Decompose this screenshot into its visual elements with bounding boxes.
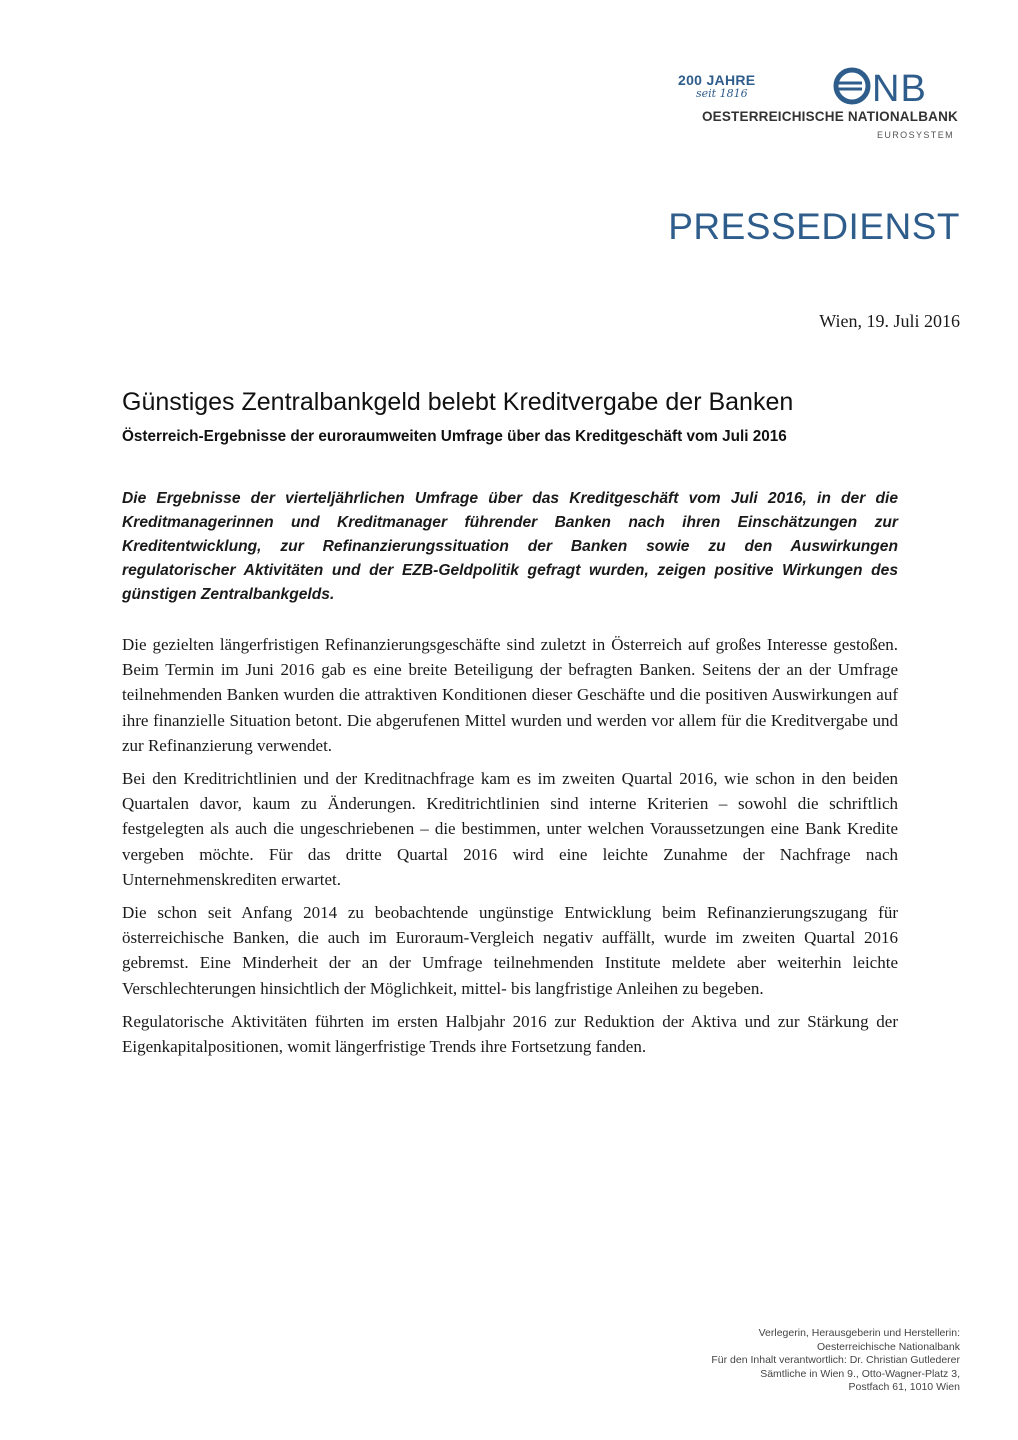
imprint-line: Verlegerin, Herausgeberin und Herstellerin:	[758, 1327, 960, 1339]
body-paragraph: Die schon seit Anfang 2014 zu beobachtende ungünstige Entwicklung beim Refinanzierungszugang für österreichische Banken, die auch im Euroraum-Vergleich negativ auffällt, wurde im zweiten Quartal 2016 gebremst. Eine Minderheit der an der Umfrage teilnehmenden Institute meldete aber weiterhin leichte Verschlechterungen hinsichtlich der Möglichkeit, mittel- bis langfristige Anleihen zu begeben.	[122, 903, 898, 998]
onb-logo	[658, 66, 958, 146]
imprint-line: Sämtliche in Wien 9., Otto-Wagner-Platz 3,	[760, 1367, 960, 1380]
body-paragraph: Bei den Kreditrichtlinien und der Kreditnachfrage kam es im zweiten Quartal 2016, wie schon in den beiden Quartalen davor, kaum zu Änderungen. Kreditrichtlinien sind interne Kriterien – sowohl die schriftlich festgelegten als auch die ungeschriebenen – die bestimmen, unter welchen Voraussetzungen eine Bank Kredite vergeben möchte. Für das dritte Quartal 2016 wird eine leichte Zunahme der Nachfrage nach Unternehmenskrediten erwartet.	[122, 769, 898, 889]
bank-name: OESTERREICHISCHE NATIONALBANK	[701, 109, 958, 124]
imprint-line: Postfach 61, 1010 Wien	[848, 1381, 960, 1393]
release-date: Wien, 19. Juli 2016	[819, 311, 960, 331]
lead-paragraph: Die Ergebnisse der vierteljährlichen Umfrage über das Kreditgeschäft vom Juli 2016, in der die Kreditmanagerinnen und Kreditmanager führender Banken nach ihren Einschätzungen zur Kreditentwicklung, zur Refinanzierungssituation der Banken sowie zu den Auswirkungen regulatorischer Aktivitäten und der EZB-Geldpolitik gefragt wurden, zeigen positive Wirkungen des günstigen Zentralbankgelds.	[122, 490, 898, 603]
euro-o-icon	[836, 70, 868, 102]
onb-logo-mark	[832, 66, 956, 106]
jubilee-label: 200 JAHRE	[678, 72, 756, 88]
body-paragraph: Regulatorische Aktivitäten führten im ersten Halbjahr 2016 zur Reduktion der Aktiva und zur Stärkung der Eigenkapitalpositionen, womit längerfristige Trends ihre Fortsetzung fanden.	[122, 1011, 898, 1057]
svg-text:NB: NB	[872, 68, 927, 106]
eurosystem-label: EUROSYSTEM	[876, 130, 954, 140]
headline: Günstiges Zentralbankgeld belebt Kreditvergabe der Banken	[122, 388, 794, 416]
imprint-line: Oesterreichische Nationalbank	[817, 1340, 960, 1353]
since-label: seit 1816	[696, 87, 748, 100]
body-paragraph: Die gezielten längerfristigen Refinanzierungsgeschäfte sind zuletzt in Österreich auf großes Interesse gestoßen. Beim Termin im Juni 2016 gab es eine breite Beteiligung der befragten Banken. Seitens der an der Umfrage teilnehmenden Banken wurden die attraktiven Konditionen dieser Geschäfte und die positiven Auswirkungen auf ihre finanzielle Situation betont. Die abgerufenen Mittel wurden und werden vor allem für die Kreditvergabe und zur Refinanzierung verwendet.	[122, 635, 898, 755]
imprint-line: Für den Inhalt verantwortlich: Dr. Christian Gutlederer	[711, 1354, 960, 1366]
section-title: PRESSEDIENST	[668, 206, 960, 247]
imprint	[580, 1327, 960, 1395]
body-text	[122, 632, 898, 1067]
subheadline: Österreich-Ergebnisse der euroraumweiten Umfrage über das Kreditgeschäft vom Juli 2016	[122, 428, 787, 445]
